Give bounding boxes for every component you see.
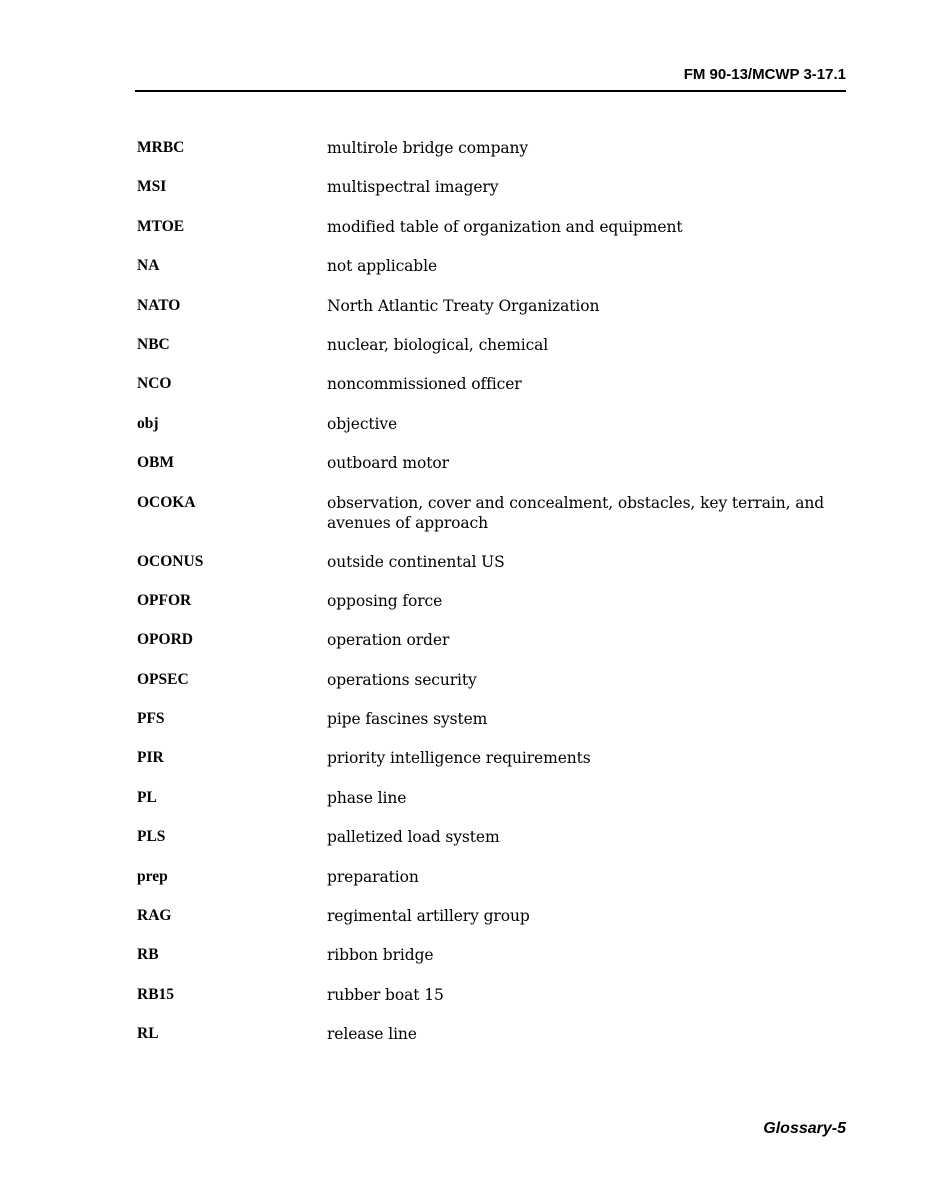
glossary-definition: ribbon bridge [327,946,434,965]
glossary-definition: multirole bridge company [327,139,529,157]
glossary-definition: multispectral imagery [327,178,499,197]
glossary-entry [137,256,827,295]
glossary-list [137,138,827,1064]
glossary-term: NATO [137,296,181,314]
glossary-entry [137,945,827,984]
glossary-definition: palletized load system [327,828,500,847]
glossary-term: OPSEC [137,670,189,688]
glossary-term: RAG [137,907,172,925]
glossary-entry [137,217,827,256]
glossary-definition: operations security [327,670,477,689]
document-id: FM 90-13/MCWP 3-17.1 [683,66,846,83]
glossary-entry [137,453,827,492]
glossary-term: OCONUS [137,552,204,570]
glossary-entry [137,985,827,1024]
glossary-term: PFS [137,710,165,728]
glossary-entry [137,1024,827,1063]
glossary-definition: not applicable [327,257,438,276]
glossary-definition: modified table of organization and equipment [327,217,683,236]
glossary-term: PIR [137,749,164,767]
glossary-definition: preparation [327,867,419,886]
glossary-definition: priority intelligence requirements [327,749,591,768]
glossary-term: OBM [137,454,175,472]
glossary-definition: observation, cover and concealment, obstacles, key terrain, and avenues of approach [327,493,825,532]
glossary-entry [137,867,827,906]
glossary-definition: operation order [327,631,450,650]
glossary-term: MRBC [137,139,185,156]
glossary-term: NBC [137,335,170,353]
glossary-entry [137,138,827,177]
glossary-term: obj [137,414,159,432]
glossary-definition: release line [327,1025,417,1044]
glossary-definition: regimental artillery group [327,907,530,926]
glossary-term: MTOE [137,217,185,235]
glossary-definition: noncommissioned officer [327,375,522,394]
glossary-term: OCOKA [137,493,196,511]
glossary-definition: outside continental US [327,552,505,571]
glossary-term: PLS [137,828,166,846]
glossary-term: prep [137,867,168,885]
glossary-term: RB15 [137,985,175,1003]
glossary-entry [137,296,827,335]
glossary-entry [137,630,827,669]
glossary-definition: outboard motor [327,454,449,473]
glossary-term: RB [137,946,159,964]
glossary-term: NCO [137,375,172,393]
glossary-term: OPORD [137,631,193,649]
glossary-entry [137,709,827,748]
glossary-entry [137,591,827,630]
glossary-definition: phase line [327,788,407,807]
glossary-definition: nuclear, biological, chemical [327,335,549,354]
glossary-entry [137,414,827,453]
glossary-entry [137,827,827,866]
glossary-entry [137,493,827,552]
glossary-entry [137,335,827,374]
glossary-term: OPFOR [137,591,192,609]
glossary-entry [137,748,827,787]
glossary-definition: North Atlantic Treaty Organization [327,296,600,315]
glossary-entry [137,788,827,827]
glossary-entry [137,906,827,945]
glossary-definition: objective [327,414,398,433]
glossary-definition: pipe fascines system [327,710,488,729]
glossary-definition: opposing force [327,591,443,610]
page-header [135,66,846,92]
glossary-definition: rubber boat 15 [327,985,444,1004]
glossary-term: NA [137,257,160,275]
glossary-entry [137,670,827,709]
glossary-term: RL [137,1025,159,1043]
glossary-term: MSI [137,178,167,196]
glossary-entry [137,177,827,216]
glossary-entry [137,552,827,591]
page-footer [763,1120,846,1138]
glossary-term: PL [137,788,157,806]
glossary-entry [137,374,827,413]
page-number-label: Glossary-5 [763,1120,846,1137]
